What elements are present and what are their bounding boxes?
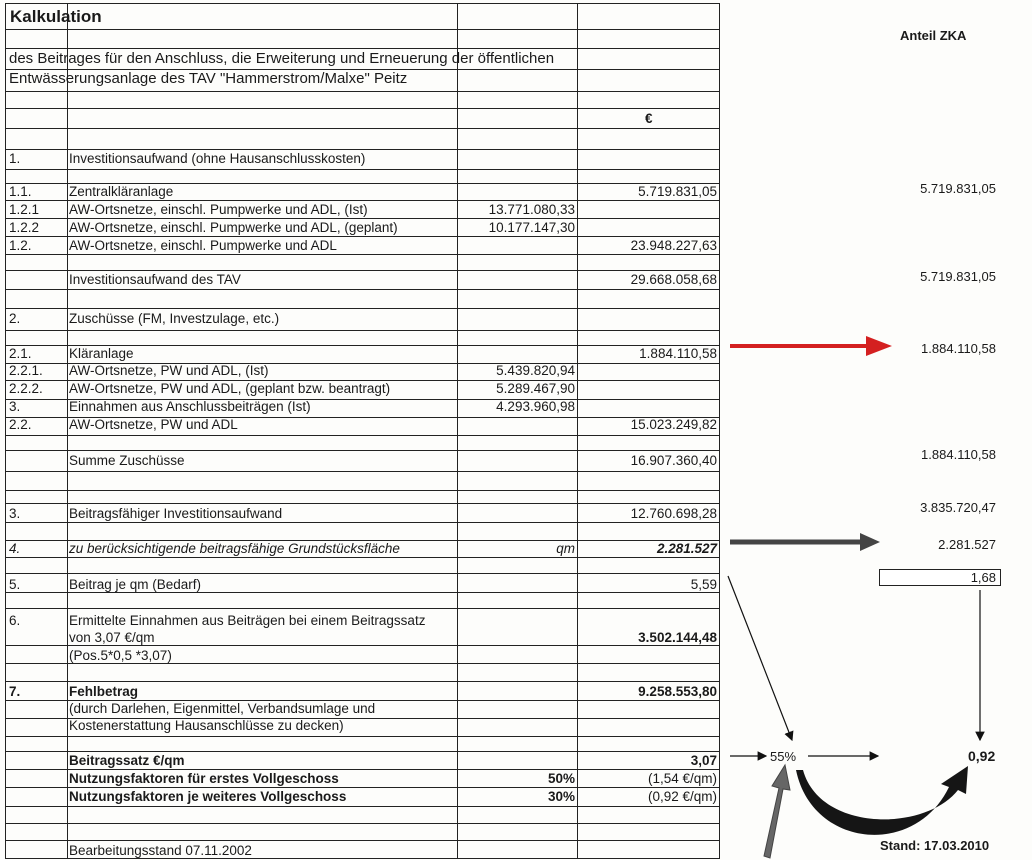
side-title: Anteil ZKA: [900, 28, 967, 43]
row-label: Kläranlage: [69, 346, 134, 361]
side-value: 1.884.110,58: [921, 447, 996, 462]
row-label: AW-Ortsnetze, einschl. Pumpwerke und ADL, (geplant): [69, 220, 398, 235]
result-value: 0,92: [968, 748, 996, 764]
currency-header: €: [645, 111, 653, 126]
row-label: AW-Ortsnetze, einschl. Pumpwerke und ADL: [69, 238, 337, 253]
row-amount: 5,59: [690, 577, 717, 592]
row-label: Investitionsaufwand (ohne Hausanschlusskosten): [69, 151, 366, 166]
row-label: AW-Ortsnetze, PW und ADL: [69, 417, 238, 432]
row-number: 4.: [9, 541, 21, 556]
row-number: 1.1.: [9, 184, 32, 199]
diagonal-arrow: [728, 576, 792, 740]
row-label: Investitionsaufwand des TAV: [69, 272, 241, 287]
row-amount: 16.907.360,40: [630, 453, 717, 468]
side-value: 5.719.831,05: [920, 269, 996, 284]
row-label: Nutzungsfaktoren für erstes Vollgeschoss: [69, 771, 339, 786]
row-number: 5.: [9, 577, 21, 592]
row-amount: 12.760.698,28: [630, 506, 717, 521]
curved-arrow: [796, 766, 968, 835]
row-label: Kostenerstattung Hausanschlüsse zu decken): [69, 718, 344, 733]
row-mid-value: 5.289.467,90: [496, 381, 575, 396]
row-label: Fehlbetrag: [69, 684, 139, 699]
row-label: AW-Ortsnetze, PW und ADL, (Ist): [69, 363, 269, 378]
row-label: Beitragssatz €/qm: [69, 753, 185, 768]
row-mid-value: 5.439.820,94: [496, 363, 575, 378]
grey-arrow-head: [860, 533, 880, 551]
row-amount: 3,07: [690, 753, 717, 768]
side-value: 3.835.720,47: [920, 500, 996, 515]
stand-date: Stand: 17.03.2010: [880, 838, 990, 853]
row-number: 7.: [9, 684, 21, 699]
row-label: Beitragsfähiger Investitionsaufwand: [69, 506, 283, 521]
row-number: 1.: [9, 151, 21, 166]
row-amount: 5.719.831,05: [638, 184, 717, 199]
row-mid-value: qm: [556, 541, 575, 556]
row-amount: (1,54 €/qm): [647, 771, 717, 786]
percent-label: 55%: [770, 749, 797, 764]
row-label: Zentralkläranlage: [69, 184, 174, 199]
row-label: Bearbeitungsstand 07.11.2002: [69, 843, 252, 858]
row-label: zu berücksichtigende beitragsfähige Grundstücksfläche: [69, 541, 400, 556]
row-number: 3.: [9, 506, 21, 521]
row-mid-value: 13.771.080,33: [488, 202, 575, 217]
row-amount: 9.258.553,80: [638, 684, 717, 699]
row-mid-value: 4.293.960,98: [496, 399, 575, 414]
row-mid-value: 50%: [547, 771, 575, 786]
grey-up-arrow: [764, 765, 790, 858]
row-label: Einnahmen aus Anschlussbeiträgen (Ist): [69, 399, 311, 414]
row-amount: (0,92 €/qm): [647, 789, 717, 804]
row-label: Ermittelte Einnahmen aus Beiträgen bei einem Beitragssatz: [69, 613, 426, 628]
row-amount: 15.023.249,82: [630, 417, 717, 432]
row-number: 1.2.2: [9, 220, 40, 235]
row-mid-value: 10.177.147,30: [488, 220, 575, 235]
side-value: 1.884.110,58: [921, 341, 996, 356]
row-number: 2.2.1.: [9, 363, 43, 378]
row-number: 3.: [9, 399, 21, 414]
row-number: 1.2.1: [9, 202, 40, 217]
row-label: Zuschüsse (FM, Investzulage, etc.): [69, 311, 280, 326]
row-number: 2.: [9, 311, 21, 326]
row-number: 2.2.2.: [9, 381, 43, 396]
row-label: Beitrag je qm (Bedarf): [69, 577, 202, 592]
row-amount: 3.502.144,48: [638, 630, 717, 645]
side-value: 5.719.831,05: [920, 181, 996, 196]
row-number: 2.1.: [9, 346, 32, 361]
sheet-title: Kalkulation: [10, 7, 102, 26]
row-mid-value: 30%: [547, 789, 575, 804]
header-line-1: des Beitrages für den Anschluss, die Erweiterung und Erneuerung der öffentlichen: [9, 50, 555, 67]
row-amount: 29.668.058,68: [630, 272, 717, 287]
row-label: AW-Ortsnetze, einschl. Pumpwerke und ADL, (Ist): [69, 202, 368, 217]
row-label: von 3,07 €/qm: [69, 630, 155, 645]
row-amount: 2.281.527: [656, 541, 717, 556]
row-label: AW-Ortsnetze, PW und ADL, (geplant bzw. beantragt): [69, 381, 391, 396]
row-label: Summe Zuschüsse: [69, 453, 185, 468]
row-number: 6.: [9, 613, 21, 628]
row-label: Nutzungsfaktoren je weiteres Vollgeschoss: [69, 789, 347, 804]
side-value: 2.281.527: [938, 537, 996, 552]
row-label: (durch Darlehen, Eigenmittel, Verbandsumlage und: [69, 701, 376, 716]
row-number: 1.2.: [9, 238, 32, 253]
row-amount: 23.948.227,63: [630, 238, 717, 253]
boxed-value: 1,68: [879, 569, 1001, 586]
row-amount: 1.884.110,58: [639, 346, 717, 361]
row-number: 2.2.: [9, 417, 32, 432]
header-line-2: Entwässerungsanlage des TAV "Hammerstrom/Malxe" Peitz: [9, 70, 408, 87]
red-arrow-head: [866, 336, 892, 356]
row-label: (Pos.5*0,5 *3,07): [69, 648, 172, 663]
